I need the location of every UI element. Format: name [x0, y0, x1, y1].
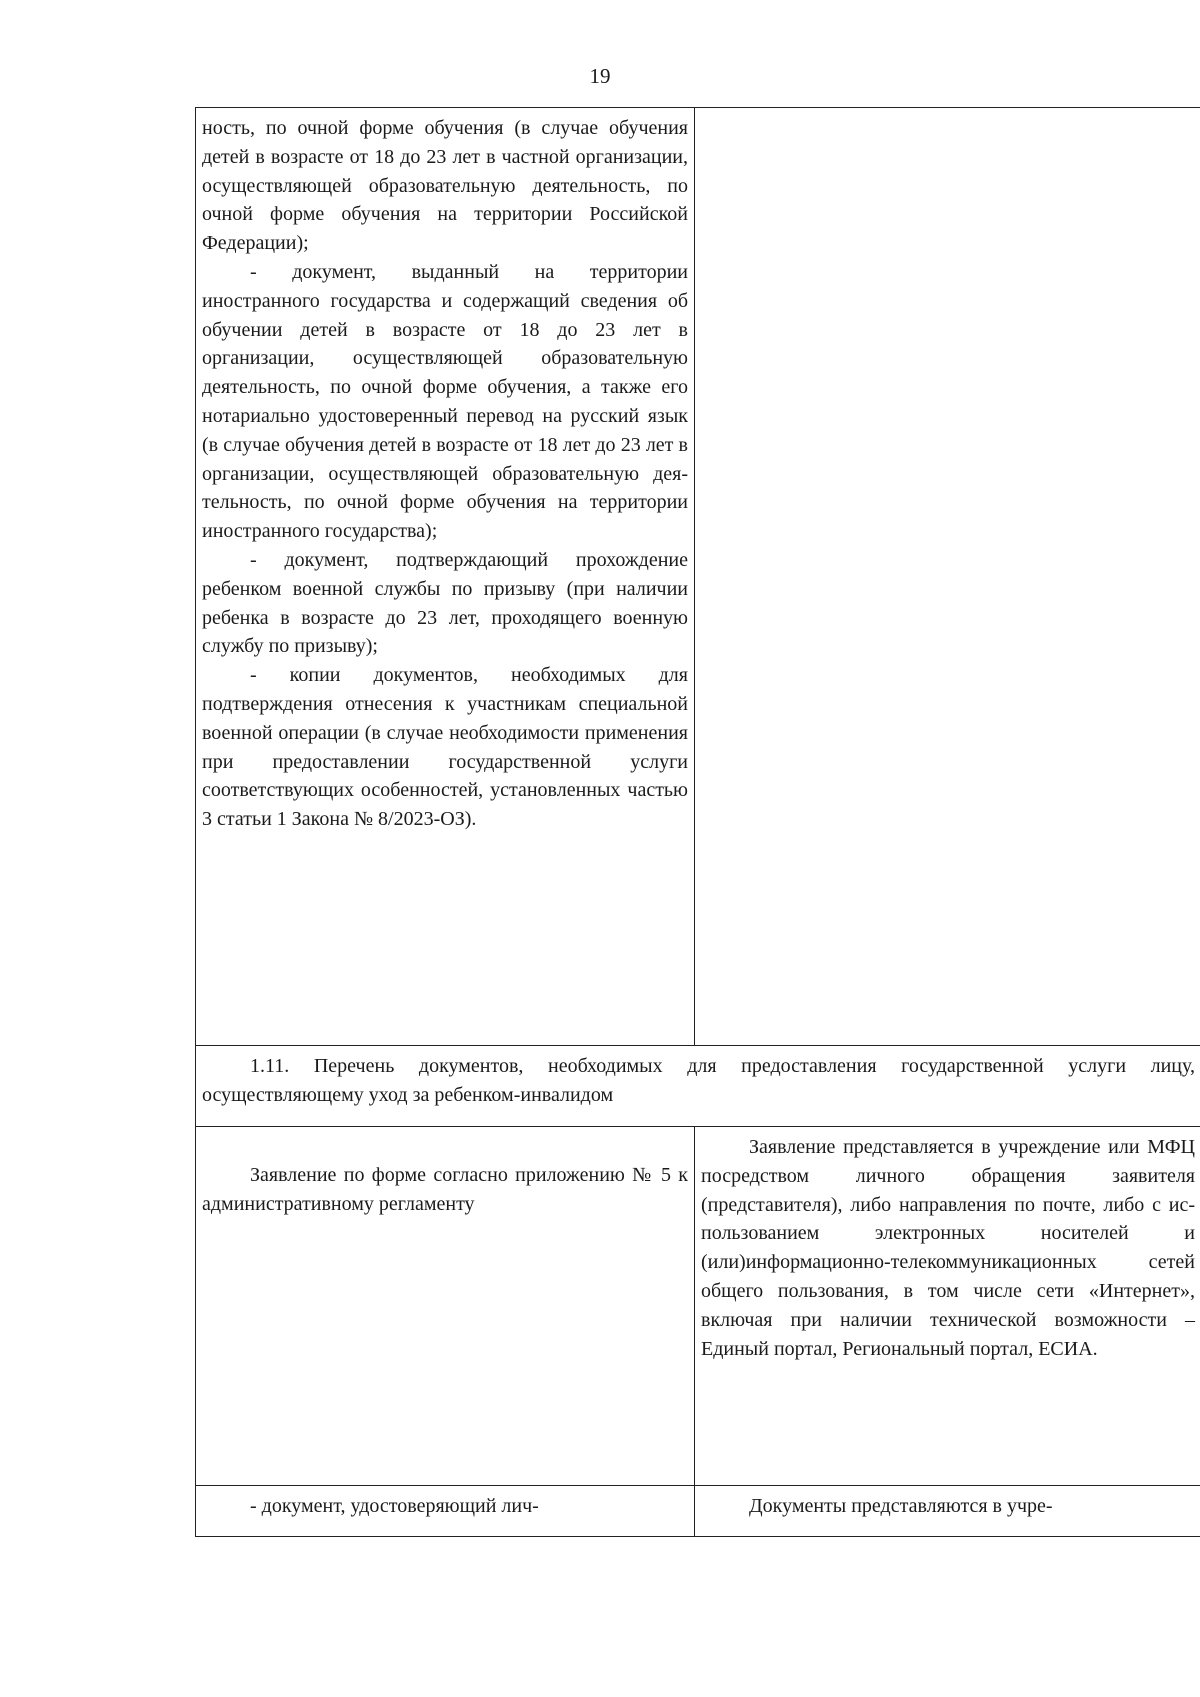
page-number: 19 [589, 64, 611, 88]
row1-left-paragraphs [202, 114, 688, 834]
table-row [196, 108, 1200, 1046]
document-list-paragraph: - документ, выданный на территории иностранного государства и содержащий сведения об обучении детей в возрасте от 18 до 23 лет в организации, осуществляющей образовательную деятельность, по очной форме обучения, а также его нотариально удостоверенный перевод на русский язык (в случае обучения детей в возрасте от 18 лет до 23 лет в организации, осуществляющей образовательную деятельность, по очной форме обучения на территории иностранного государства); [202, 260, 688, 543]
table-row [196, 1486, 1200, 1537]
identity-document-text: - документ, удостоверяющий лич- [250, 1495, 539, 1517]
documents-table [195, 107, 1200, 1537]
document-list-paragraph: ность, по очной форме обучения (в случае обучения детей в возрасте от 18 до 23 лет в частной организации, осуществляющей образовательную деятельность, по очной форме обучения на территории Российской Федерации); [202, 117, 688, 255]
document-list-paragraph: - документ, подтверждающий прохождение ребенком военной службы по призыву (при наличии ребенка в возрасте до 23 лет, проходящего военную службу по призыву); [202, 548, 688, 658]
application-form-text: Заявление по форме согласно приложению № 5 к административному регламенту [202, 1164, 688, 1215]
table-cell-right [695, 1486, 1200, 1537]
section-heading: 1.11. Перечень документов, необходимых для предоставления государственной услуги лицу, осуществляющему уход за ребенком-инвалидом [202, 1055, 1195, 1106]
table-cell-left [196, 1486, 695, 1537]
application-submission-text: Заявление представляется в учреждение или МФЦ посредством личного обращения заявителя (представителя), либо направления по почте, либо с использованием электронных носителей и (или)информационно-телекоммуникационных сетей общего пользования, в том числе сети «Интернет», включая при наличии технической возможности – Единый портал, Региональный портал, ЕСИА. [701, 1136, 1195, 1360]
table-cell-left [196, 1127, 695, 1486]
table-cell-right [695, 108, 1200, 1046]
table-cell-left [196, 108, 695, 1046]
table-row [196, 1046, 1200, 1127]
documents-submission-text: Документы представляются в учре- [749, 1495, 1053, 1517]
document-list-paragraph: - копии документов, необходимых для подтверждения отнесения к участникам специальной военной операции (в случае необходимости применения при предоставлении государственной услуги соответствующих особенностей, установленных частью 3 статьи 1 Закона № 8/2023-ОЗ). [202, 664, 688, 831]
table-cell-right [695, 1127, 1200, 1486]
section-heading-cell [196, 1046, 1200, 1127]
table-row [196, 1127, 1200, 1486]
